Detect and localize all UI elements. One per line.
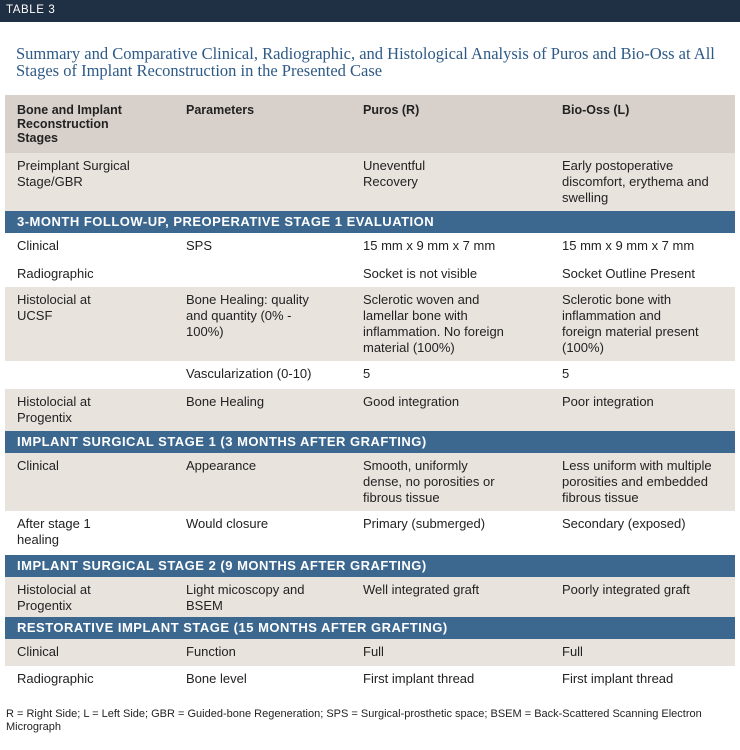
puros-cell: Primary (submerged) bbox=[363, 516, 486, 531]
puros-cell: Socket is not visible bbox=[363, 266, 478, 281]
stage-cell: Histolocial at Progentix bbox=[17, 394, 91, 425]
column-header: Bio-Oss (L) bbox=[562, 103, 630, 117]
column-header: Bone and Implant Reconstruction Stages bbox=[17, 103, 122, 145]
stage-cell: Clinical bbox=[17, 238, 59, 253]
table-tag bbox=[0, 0, 740, 22]
table-row bbox=[5, 577, 735, 617]
parameter-cell: Bone level bbox=[186, 671, 247, 686]
stage-cell: Radiographic bbox=[17, 266, 94, 281]
stage-cell: Histolocial at UCSF bbox=[17, 292, 91, 323]
table-row bbox=[5, 666, 735, 693]
puros-cell: 5 bbox=[363, 366, 371, 381]
puros-cell: Uneventful Recovery bbox=[363, 158, 426, 189]
column-header: Puros (R) bbox=[363, 103, 420, 117]
puros-cell: Smooth, uniformly dense, no porosities or fibrous tissue bbox=[363, 458, 495, 505]
biooss-cell: 15 mm x 9 mm x 7 mm bbox=[562, 238, 695, 253]
table-row bbox=[5, 153, 735, 211]
parameter-cell: Bone Healing bbox=[186, 394, 265, 409]
biooss-cell: Poorly integrated graft bbox=[562, 582, 690, 597]
section-heading: IMPLANT SURGICAL STAGE 2 (9 MONTHS AFTER GRAFTING) bbox=[5, 555, 735, 577]
stage-cell: Clinical bbox=[17, 644, 59, 659]
table-header-row bbox=[5, 95, 735, 153]
comparison-table bbox=[5, 95, 735, 693]
biooss-cell: Less uniform with multiple porosities and embedded fibrous tissue bbox=[562, 458, 712, 505]
biooss-cell: Poor integration bbox=[562, 394, 654, 409]
table-row bbox=[5, 287, 735, 361]
table-row bbox=[5, 261, 735, 287]
table-row bbox=[5, 361, 735, 389]
stage-cell: Clinical bbox=[17, 458, 59, 473]
biooss-cell: Socket Outline Present bbox=[562, 266, 695, 281]
biooss-cell: Early postoperative discomfort, erythema and swelling bbox=[562, 158, 709, 205]
table-footnote: R = Right Side; L = Left Side; GBR = Guided-bone Regeneration; SPS = Surgical-prosthetic space; BSEM = Back-Scattered Scanning Electron Micrograph bbox=[6, 708, 702, 733]
parameter-cell: Function bbox=[186, 644, 236, 659]
biooss-cell: First implant thread bbox=[562, 671, 674, 686]
stage-cell: After stage 1 healing bbox=[17, 516, 91, 547]
parameter-cell: Bone Healing: quality and quantity (0% - 100%) bbox=[186, 292, 309, 339]
stage-cell: Radiographic bbox=[17, 671, 94, 686]
stage-cell: Preimplant Surgical Stage/GBR bbox=[17, 158, 130, 189]
biooss-cell: Full bbox=[562, 644, 583, 659]
puros-cell: Well integrated graft bbox=[363, 582, 480, 597]
puros-cell: Good integration bbox=[363, 394, 460, 409]
table-row bbox=[5, 453, 735, 511]
biooss-cell: Secondary (exposed) bbox=[562, 516, 686, 531]
puros-cell: Full bbox=[363, 644, 384, 659]
table-row bbox=[5, 389, 735, 431]
table-number: TABLE 3 bbox=[6, 4, 56, 16]
puros-cell: First implant thread bbox=[363, 671, 475, 686]
column-header: Parameters bbox=[186, 103, 255, 117]
puros-cell: 15 mm x 9 mm x 7 mm bbox=[363, 238, 496, 253]
parameter-cell: Vascularization (0-10) bbox=[186, 366, 312, 381]
section-heading: 3-MONTH FOLLOW-UP, PREOPERATIVE STAGE 1 EVALUATION bbox=[5, 211, 735, 233]
biooss-cell: 5 bbox=[562, 366, 570, 381]
table-row bbox=[5, 233, 735, 261]
stage-cell: Histolocial at Progentix bbox=[17, 582, 91, 613]
parameter-cell: SPS bbox=[186, 238, 213, 253]
section-heading: IMPLANT SURGICAL STAGE 1 (3 MONTHS AFTER GRAFTING) bbox=[5, 431, 735, 453]
parameter-cell: Appearance bbox=[186, 458, 257, 473]
puros-cell: Sclerotic woven and lamellar bone with inflammation. No foreign material (100%) bbox=[363, 292, 504, 355]
parameter-cell: Would closure bbox=[186, 516, 269, 531]
parameter-cell: Light micoscopy and BSEM bbox=[186, 582, 305, 613]
section-heading: RESTORATIVE IMPLANT STAGE (15 MONTHS AFTER GRAFTING) bbox=[5, 617, 735, 639]
table-row bbox=[5, 511, 735, 555]
biooss-cell: Sclerotic bone with inflammation and foreign material present (100%) bbox=[562, 292, 699, 355]
table-title: Summary and Comparative Clinical, Radiographic, and Histological Analysis of Puros and Bio-Oss at All Stages of Implant Reconstruction in the Presented Case bbox=[16, 44, 715, 80]
table-row bbox=[5, 639, 735, 666]
